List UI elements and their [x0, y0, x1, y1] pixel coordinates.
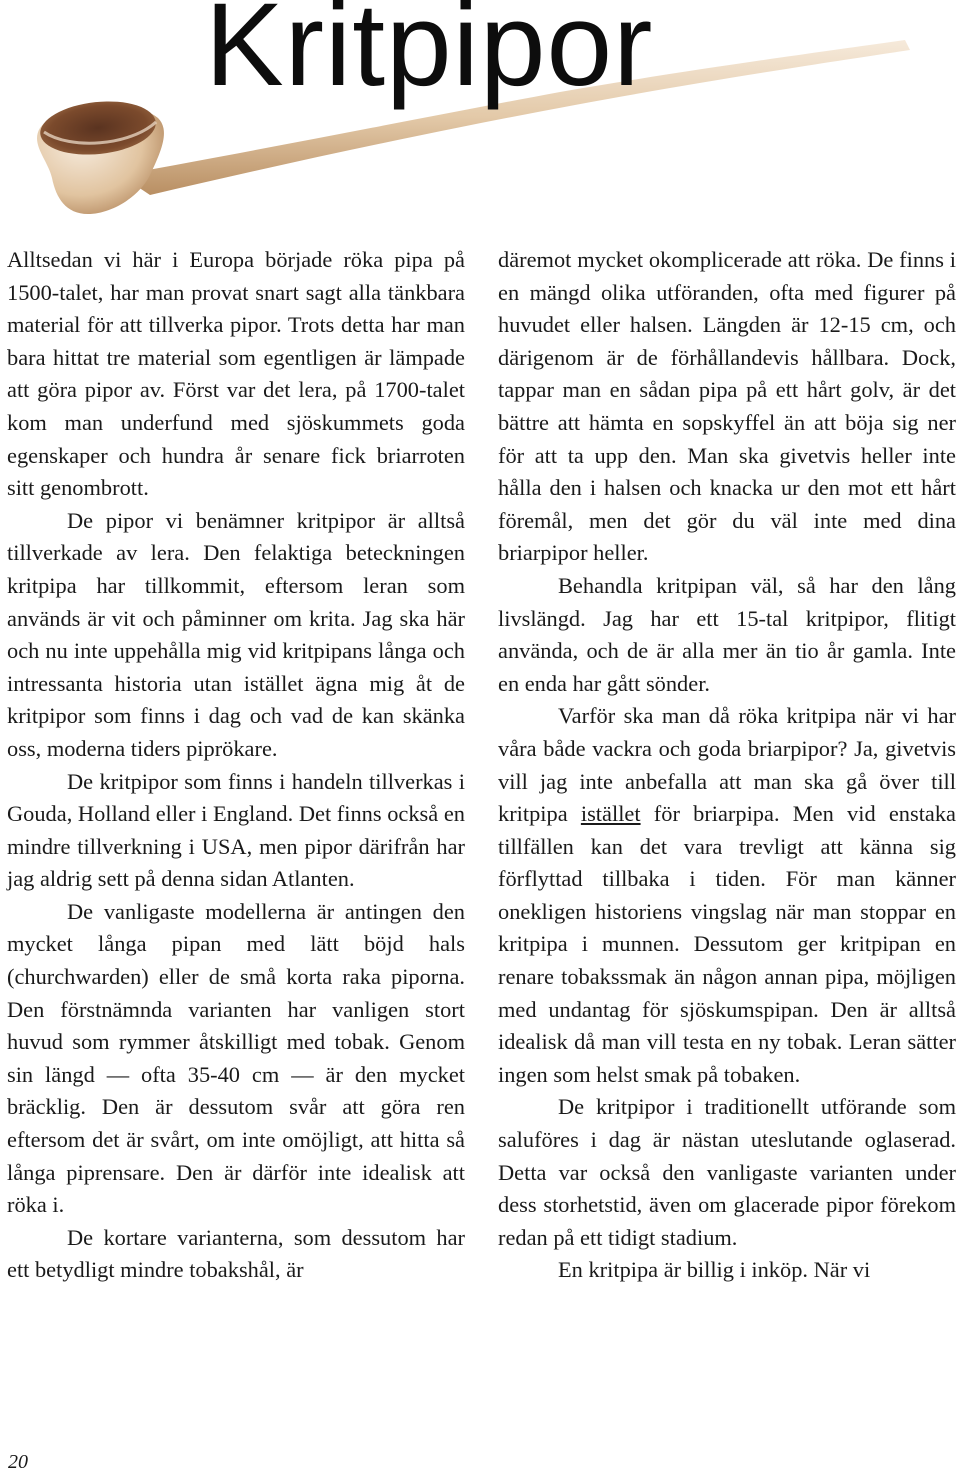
paragraph: De kritpipor som finns i handeln tillverkas i Gouda, Holland eller i England. Det finns också en mindre tillverkning i USA, men pipor därifrån har jag aldrig sett på denna sidan Atlanten.	[7, 768, 465, 892]
paragraph: Alltsedan vi här i Europa började röka pipa på 1500-talet, har man provat snart sagt alla tänkbara material för att tillverka pipor. Trots detta har man bara hittat tre material som egentligen är lämpade att göra pipor av. Först var det lera, på 1700-talet kom man underfund med sjöskummets goda egenskaper och hundra år senare fick briarroten sitt genombrott.	[7, 247, 465, 501]
paragraph	[498, 700, 956, 1091]
paragraph: De vanligaste modellerna är antingen den mycket långa pipan med lätt böjd hals (churchwarden) eller de små korta raka piporna. Den förstnämnda varianten har vanligen stort huvud som rymmer åtskilligt med tobak. Genom sin längd — ofta 35-40 cm — är den mycket bräcklig. Den är dessutom svår att göra ren eftersom det är svårt, om inte omöjligt, att hitta så långa piprensare. Den är därför inte idealisk att röka i.	[7, 898, 465, 1218]
paragraph: däremot mycket okomplicerade att röka. De finns i en mängd olika utföranden, ofta med figurer på huvudet eller halsen. Längden är 12-15 cm, och därigenom är de förhållandevis hållbara. Dock, tappar man en sådan pipa på ett hårt golv, är det bättre att hämta en sopskyffel än att böja sig ner för att ta upp den. Man ska givetvis heller inte hålla den i halsen och knacka ur den mot ett hårt föremål, men det gör du väl inte med dina briarpipor heller.	[498, 247, 956, 566]
paragraph: En kritpipa är billig i inköp. När vi	[558, 1257, 871, 1283]
page-header	[0, 0, 960, 240]
page-title: Kritpipor	[205, 0, 654, 111]
paragraph: De kritpipor i traditionellt utförande som saluföres i dag är nästan uteslutande oglaserad. Detta var också den vanligaste varianten under dess storhetstid, även om glacerade pipor förekom redan på ett tidigt stadium.	[498, 1094, 956, 1250]
right-column	[498, 244, 956, 1287]
paragraph: De pipor vi benämner kritpipor är alltså tillverkade av lera. Den felaktiga beteckningen kritpipa har tillkommit, eftersom leran som används är vit och påminner om krita. Jag ska här och nu inte uppehålla mig vid kritpipans långa och intressanta historia utan istället ägna mig åt de kritpipor som finns i dag och vad de kan skänka oss, moderna tiders piprökare.	[7, 507, 465, 761]
left-column	[7, 244, 465, 1287]
underlined-word: istället	[580, 801, 641, 827]
page-number: 20	[8, 1451, 28, 1473]
paragraph: Behandla kritpipan väl, så har den lång livslängd. Jag har ett 15-tal kritpipor, flitigt använda, och de är alla mer än tio år gamla. Inte en enda har gått sönder.	[498, 572, 956, 696]
paragraph: De kortare varianterna, som dessutom har ett betydligt mindre tobakshål, är	[7, 1224, 465, 1283]
text-run: Varför ska man då röka kritpipa när vi har våra både vackra och goda briarpipor? Ja, givetvis vill jag inte anbefalla att man ska gå över till kritpipa	[498, 703, 956, 827]
text-run: för briarpipa. Men vid enstaka tillfällen kan det vara trevligt att känna sig förflyttad tillbaka i tiden. För man känner onekligen historiens vingslag när man stoppar en kritpipa i munnen. Dessutom ger kritpipan en renare tobakssmak än någon annan pipa, möjligen med undantag för sjöskumspipan. Den är alltså idealisk då man vill testa en ny tobak. Leran sätter ingen som helst smak på tobaken.	[498, 801, 956, 1087]
